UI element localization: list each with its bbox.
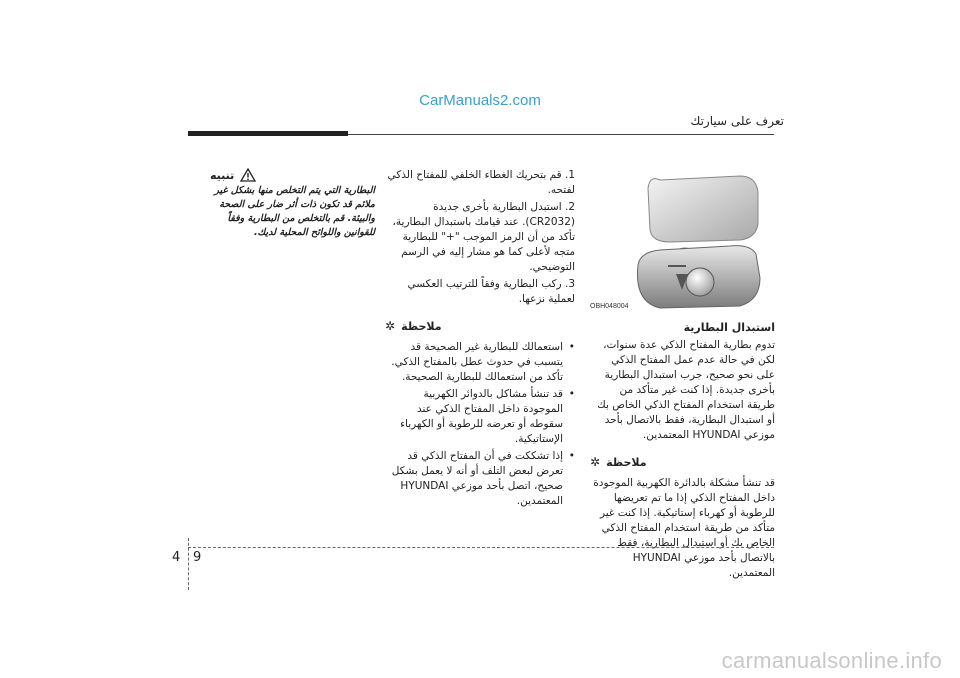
note-title: ملاحظة [606, 456, 647, 469]
section-header-title: تعرف على سيارتك [690, 114, 784, 128]
page-number: 9 [193, 550, 202, 565]
warning-box [210, 168, 375, 240]
smart-key-illustration [590, 170, 778, 312]
note-star-icon: ✲ [385, 319, 396, 333]
footer-divider [188, 538, 189, 590]
steps-column [385, 168, 575, 511]
section-paragraph: تدوم بطارية المفتاح الذكي عدة سنوات، لكن في حالة عدم عمل المفتاح الذكي على نحو صحيح، جرب استبدال البطارية بأخرى جديدة. إذا كنت غير متأكد من طريقة استخدام المفتاح الذكي الخاص بك أو استبدال البطارية، فقط بالاتصال بأحد موزعي HYUNDAI المعتمدين. [597, 339, 775, 441]
note-bullet: • قد تنشأ مشاكل بالدوائر الكهربية الموجودة داخل المفتاح الذكي عند سقوطه أو تعرضه للرطوبة أو الكهرباء الإستاتيكية. [385, 387, 563, 447]
note-title: ملاحظة [401, 320, 442, 333]
note-bullet: • إذا تشككت في أن المفتاح الذكي قد تعرض لبعض التلف أو أنه لا يعمل بشكل صحيح، اتصل بأحد موزعي HYUNDAI المعتمدين. [385, 449, 563, 509]
note-header [385, 319, 575, 334]
step-2: 2. استبدل البطارية بأخرى جديدة (CR2032). عند قيامك باستبدال البطارية، تأكد من أن الرمز الموجب "+" للبطارية متجه لأعلى كما هو مشار إليه في الرسم التوضيحي. [392, 201, 575, 273]
note-bullet: • استعمالك للبطارية غير الصحيحة قد يتسبب في حدوث عطل بالمفتاح الذكي. تأكد من استعمالك للبطارية الصحيحة. [385, 340, 563, 385]
header-rule-accent [188, 131, 348, 136]
photo-caption: OBH048004 [590, 303, 629, 310]
section-title: استبدال البطارية [683, 321, 775, 334]
warning-header [210, 168, 375, 182]
chapter-number: 4 [172, 550, 181, 565]
note-star-icon: ✲ [590, 455, 601, 469]
warning-text: البطارية التي يتم التخلص منها بشكل غير ملائم قد تكون ذات أثر ضار على الصحة والبيئة. قم بالتخلص من البطارية وفقاً للقوانين واللوائح المحلية لديك. [214, 185, 375, 238]
warning-triangle-icon [240, 168, 256, 182]
note-header [590, 455, 775, 470]
battery-replacement-section [590, 320, 775, 581]
watermark-top: CarManuals2.com [419, 92, 541, 109]
note-bullets [385, 340, 575, 509]
note-text: قد تنشأ مشكلة بالدائرة الكهربية الموجودة داخل المفتاح الذكي إذا ما تم تعريضها للرطوبة أو كهرباء إستاتيكية. إذا كنت غير متأكد من طريقة استخدام المفتاح الذكي الخاص بك أو استبدال البطارية، فقط بالاتصال بأحد موزعي HYUNDAI المعتمدين. [593, 477, 775, 579]
step-3: 3. ركب البطارية وفقاً للترتيب العكسي لعملية نزعها. [407, 278, 575, 305]
step-1: 1. قم بتحريك الغطاء الخلفي للمفتاح الذكي لفتحه. [387, 169, 575, 196]
smart-key-battery-image [590, 170, 778, 312]
footer-rule [188, 547, 774, 548]
watermark-bottom: carmanualsonline.info [721, 648, 942, 673]
warning-title: تنبيه [210, 168, 235, 182]
